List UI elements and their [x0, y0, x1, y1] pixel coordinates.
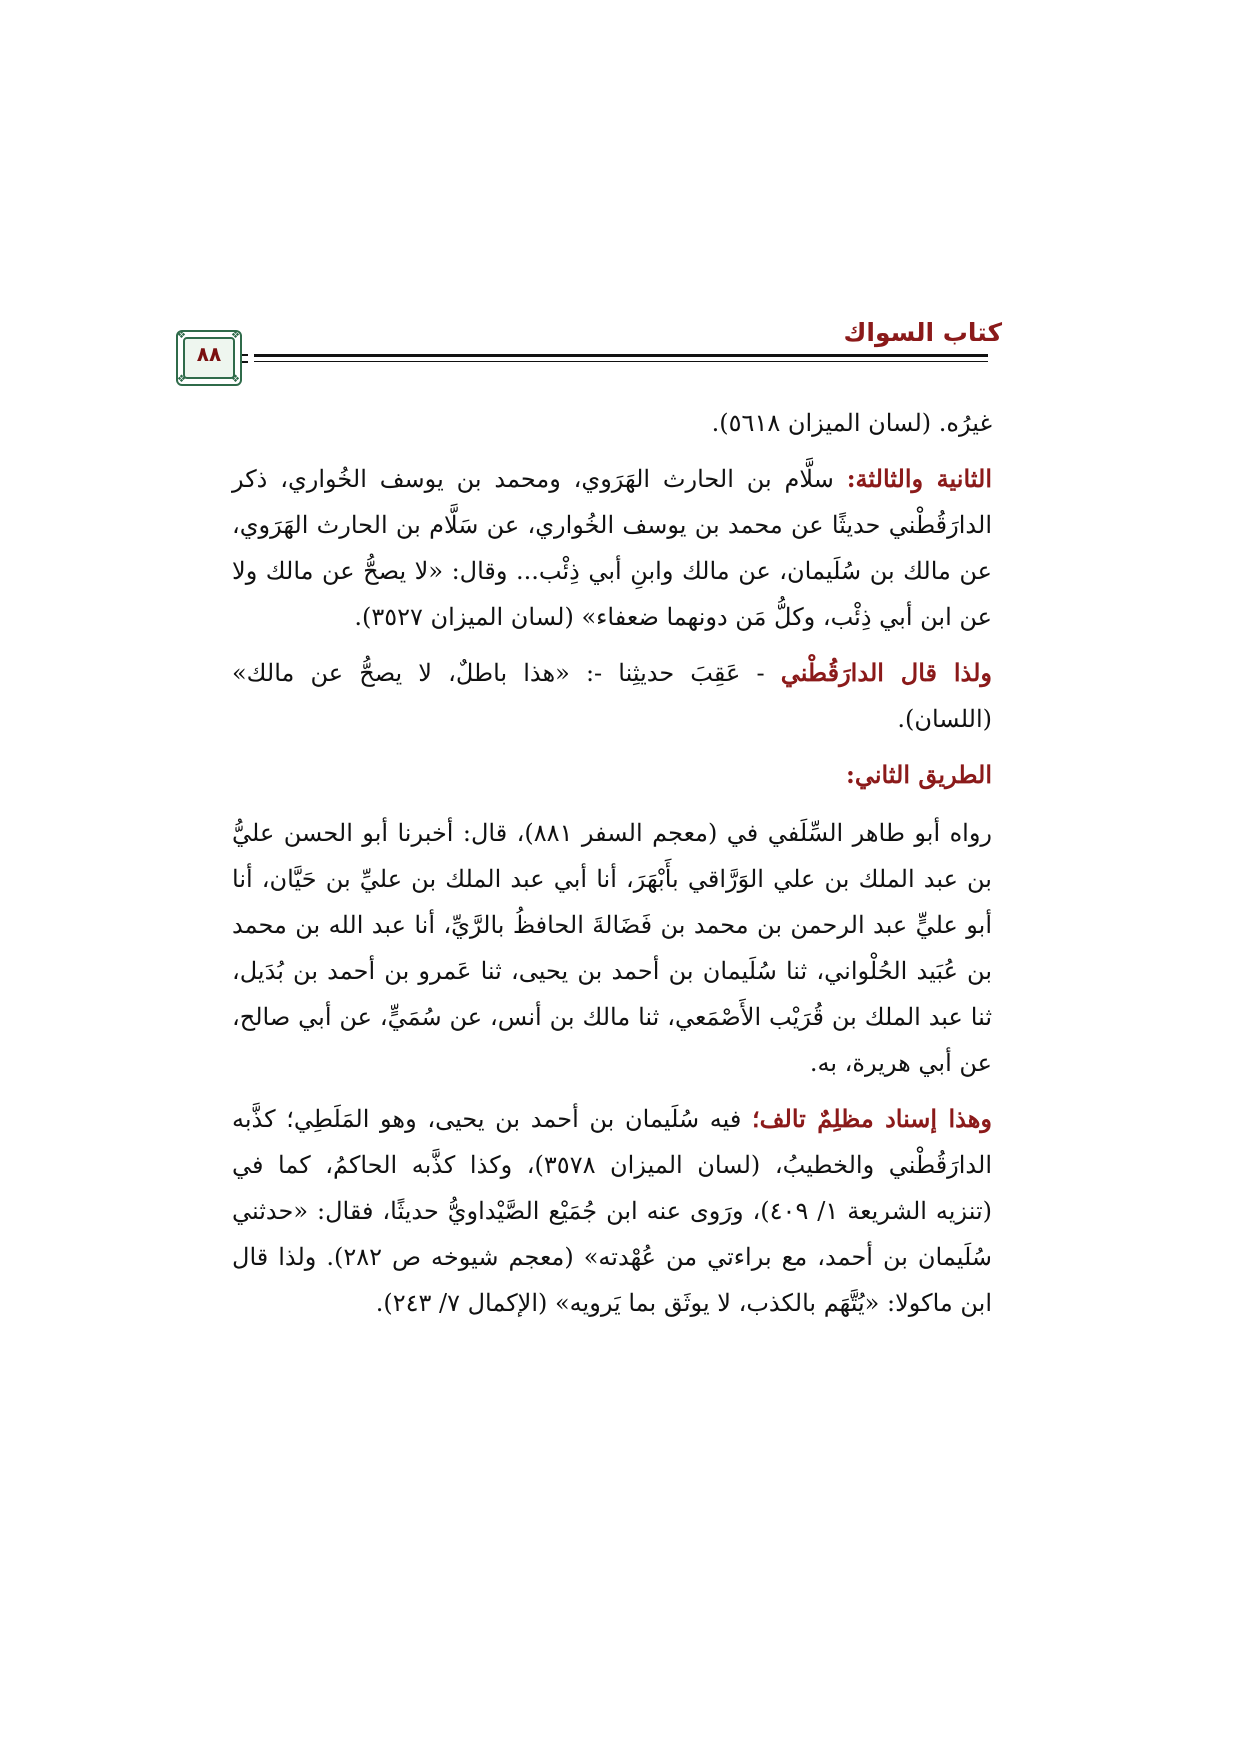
paragraph-3 — [232, 650, 992, 742]
paragraph-4-text: رواه أبو طاهر السِّلَفي في (معجم السفر ٨٨١)، قال: أخبرنا أبو الحسن عليُّ بن عبد الملك بن علي الوَرَّاقي بأَبْهَرَ، أنا أبي عبد الملك بن عليِّ بن حَيَّان، أنا أبو عليٍّ عبد الرحمن بن محمد بن فَضَالةَ الحافظُ بالرَّيِّ، أنا عبد الله بن محمد بن عُبَيد الحُلْواني، ثنا سُلَيمان بن أحمد بن يحيى، ثنا عَمرو بن أحمد بن بُدَيل، ثنا عبد الملك بن قُرَيْب الأَصْمَعي، ثنا مالك بن أنس، عن سُمَيٍّ، عن أبي صالح، عن أبي هريرة، به. — [232, 819, 993, 1077]
page-number: ٨٨ — [196, 342, 222, 366]
paragraph-2-text: سلَّام بن الحارث الهَرَوي، ومحمد بن يوسف الخُواري، ذكر الدارَقُطْني حديثًا عن محمد بن يوسف الخُواري، عن سَلَّام بن الحارث الهَرَوي، عن مالك بن سُلَيمان، عن مالك وابنِ أبي ذِئْب... وقال: «لا يصحُّ عن مالك ولا عن ابن أبي ذِئْب، وكلُّ مَن دونهما ضعفاء» (لسان الميزان ٣٥٢٧). — [232, 465, 992, 631]
ornament-icon: ❖ — [177, 330, 186, 341]
ornament-icon: ❖ — [177, 374, 186, 385]
header-rule-thick — [254, 354, 988, 357]
paragraph-1-text: غيرُه. (لسان الميزان ٥٦١٨). — [711, 409, 992, 437]
paragraph-3-text: - عَقِبَ حديثِنا -: «هذا باطلٌ، لا يصحُّ عن مالك» (اللسان). — [232, 659, 992, 733]
paragraph-5 — [232, 1096, 992, 1326]
ornament-icon: ❖ — [231, 330, 240, 341]
paragraph-5-lead: وهذا إسناد مظلِمٌ تالف؛ — [752, 1104, 992, 1133]
paragraph-3-lead: ولذا قال الدارَقُطْني — [780, 658, 993, 687]
running-title: كتاب السواك — [843, 318, 1002, 347]
section-heading: الطريق الثاني: — [845, 760, 992, 789]
header-rule-thin — [254, 361, 988, 362]
ornament-icon: ❖ — [231, 374, 240, 385]
body-text — [232, 400, 992, 1336]
paragraph-2-lead: الثانية والثالثة: — [846, 464, 992, 493]
page-number-badge — [176, 330, 242, 386]
paragraph-1 — [232, 400, 992, 446]
paragraph-4 — [232, 810, 992, 1086]
paragraph-5-text: فيه سُلَيمان بن أحمد بن يحيى، وهو المَلَطِي؛ كذَّبه الدارَقُطْني والخطيبُ، (لسان الميزان ٣٥٧٨)، وكذا كذَّبه الحاكمُ، كما في (تنزيه الشريعة ١/ ٤٠٩)، ورَوى عنه ابن جُمَيْع الصَّيْداويُّ حديثًا، فقال: «حدثني سُلَيمان بن أحمد، مع براءتي من عُهْدته» (معجم شيوخه ص ٢٨٢). ولذا قال ابن ماكولا: «يُتَّهَم بالكذب، لا يوثَق بما يَرويه» (الإكمال ٧/ ٢٤٣). — [232, 1105, 993, 1317]
paragraph-2 — [232, 456, 992, 640]
